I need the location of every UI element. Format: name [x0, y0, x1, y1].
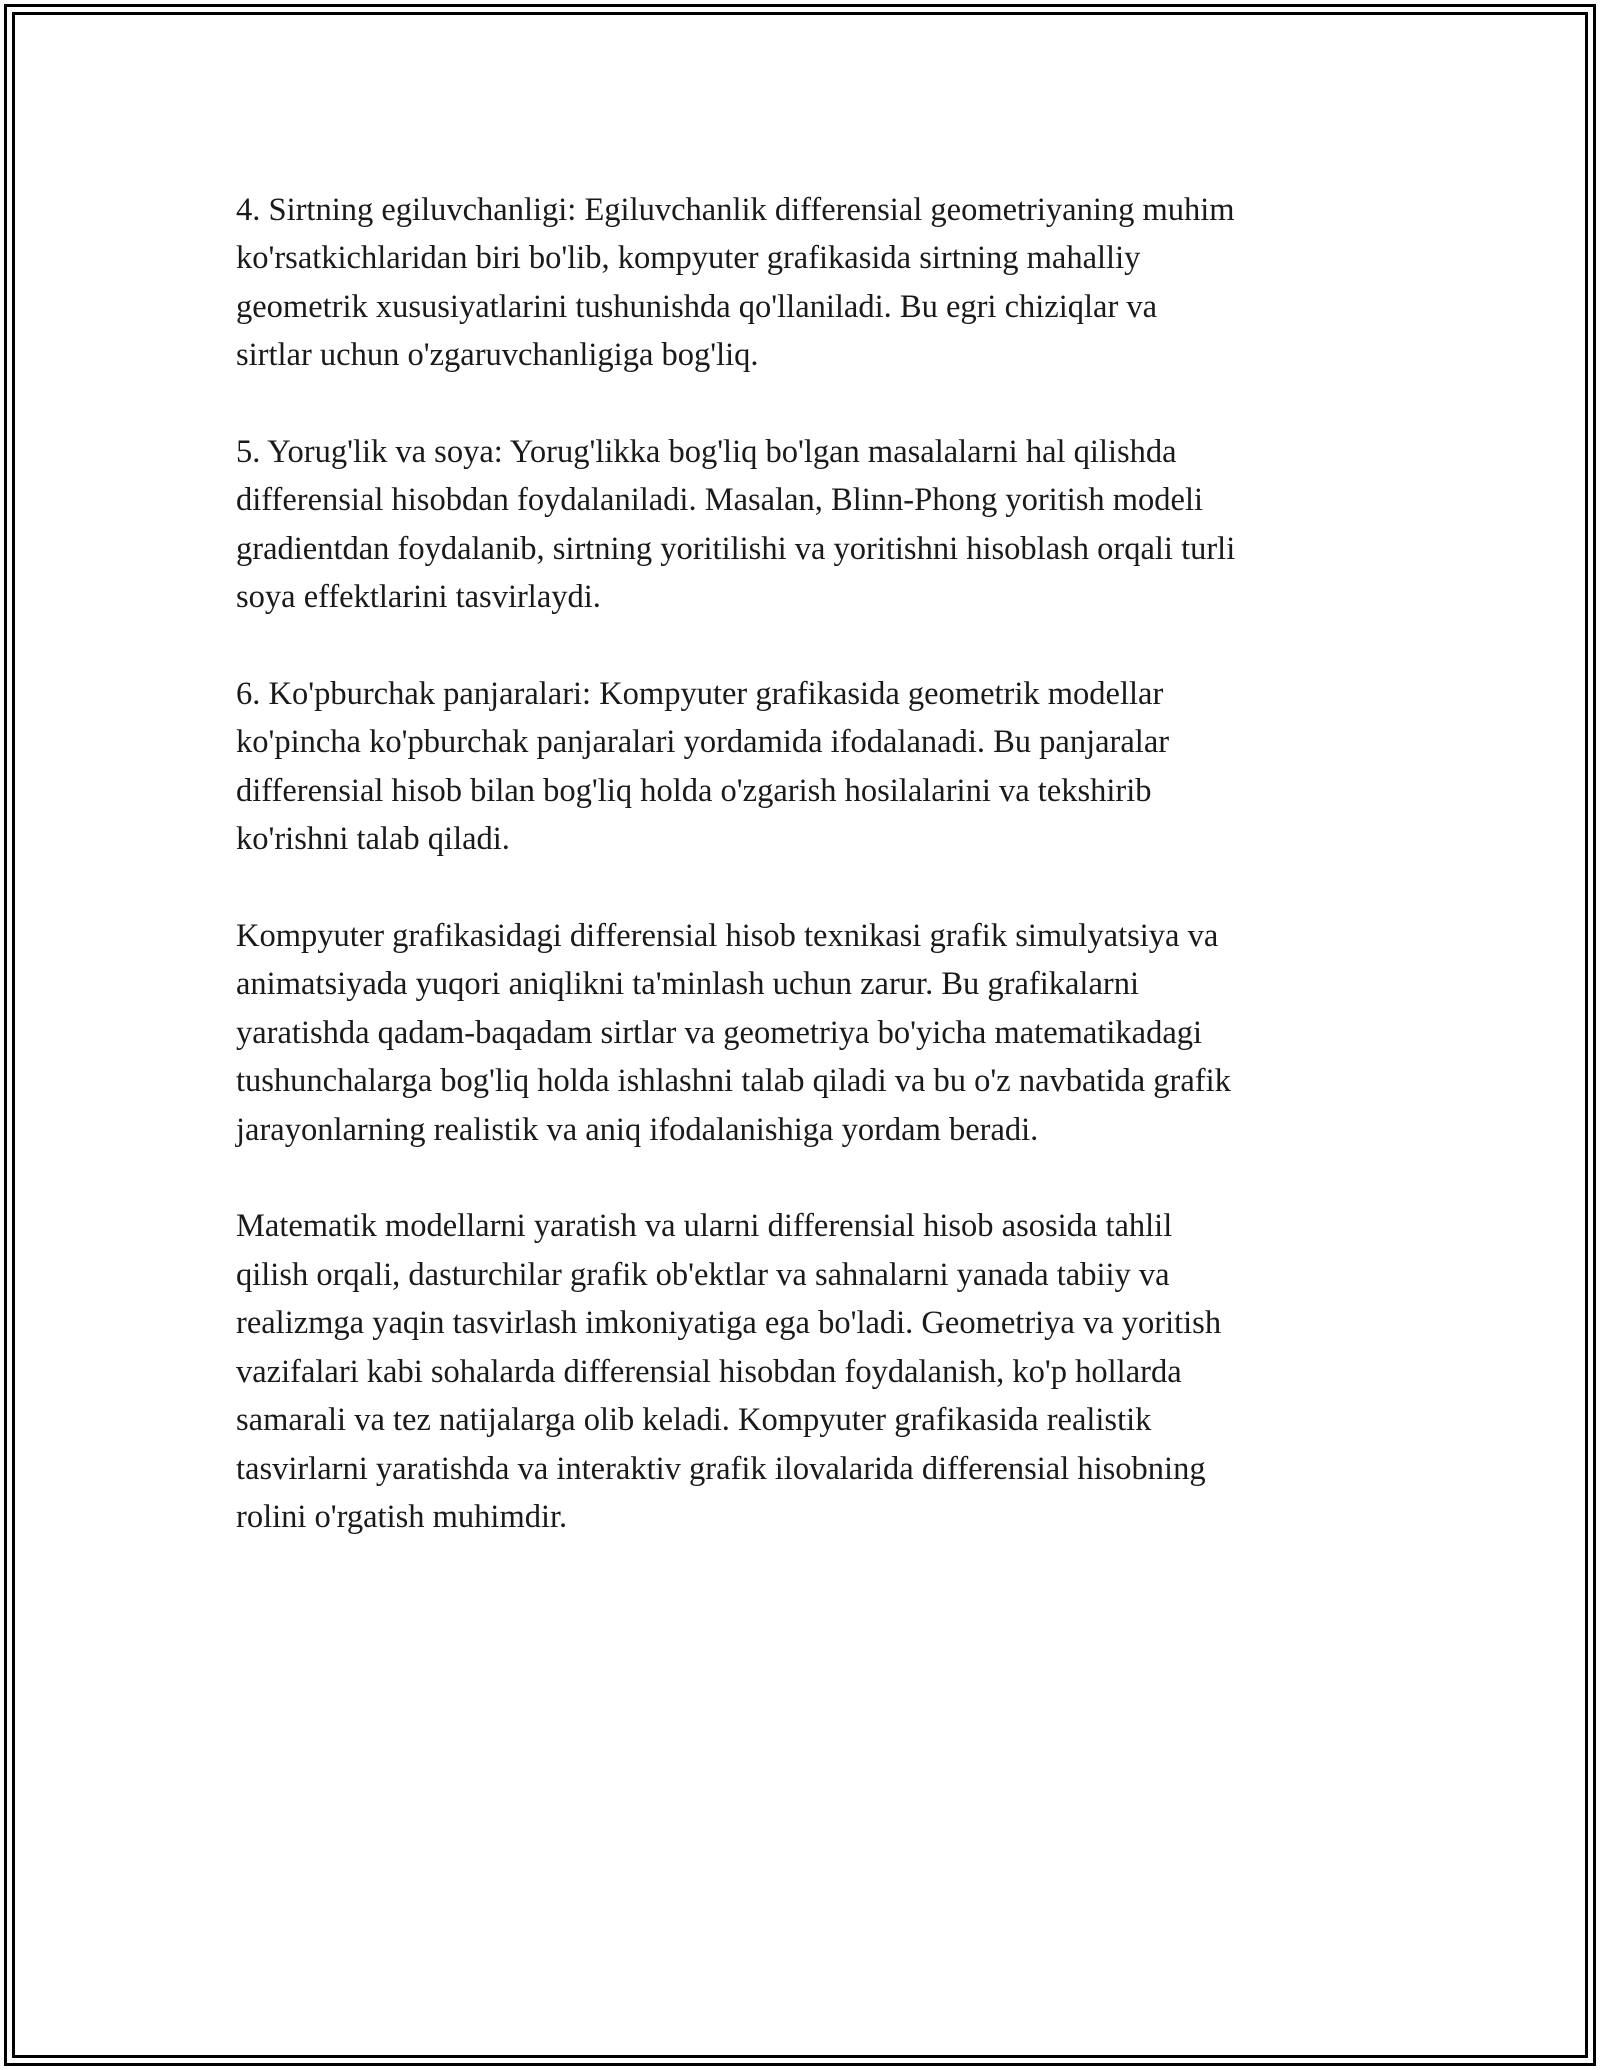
- paragraph-sirtning-egiluvchanligi: 4. Sirtning egiluvchanligi: Egiluvchanlik differensial geometriyaning muhim ko'rsatkichlaridan biri bo'lib, kompyuter grafikasida sirtning mahalliy geometrik xususiyatlarini tushunishda qo'llaniladi. Bu egri chiziqlar va sirtlar uchun o'zgaruvchanligiga bog'liq.: [236, 192, 1235, 374]
- paragraph-differensial-hisob-texnikasi: Kompyuter grafikasidagi differensial hisob texnikasi grafik simulyatsiya va animatsiyada yuqori aniqlikni ta'minlash uchun zarur. Bu grafikalarni yaratishda qadam-baqadam sirtlar va geometriya bo'yicha matematikadagi tushunchalarga bog'liq holda ishlashni talab qiladi va bu o'z navbatida grafik jarayonlarning realistik va aniq ifodalanishiga yordam beradi.: [236, 918, 1231, 1148]
- paragraph-matematik-modellar: Matematik modellarni yaratish va ularni differensial hisob asosida tahlil qilish orqali, dasturchilar grafik ob'ektlar va sahnalarni yanada tabiiy va realizmga yaqin tasvirlash imkoniyatiga ega bo'ladi. Geometriya va yoritish vazifalari kabi sohalarda differensial hisobdan foydalanish, ko'p hollarda samarali va tez natijalarga olib keladi. Kompyuter grafikasida realistik tasvirlarni yaratishda va interaktiv grafik ilovalarida differensial hisobning rolini o'rgatish muhimdir.: [236, 1208, 1222, 1535]
- paragraph-kopburchak-panjaralari: 6. Ko'pburchak panjaralari: Kompyuter grafikasida geometrik modellar ko'pincha ko'pburchak panjaralari yordamida ifodalanadi. Bu panjaralar differensial hisob bilan bog'liq holda o'zgarish hosilalarini va tekshirib ko'rishni talab qiladi.: [236, 676, 1170, 858]
- paragraph-yoruglik-va-soya: 5. Yorug'lik va soya: Yorug'likka bog'liq bo'lgan masalalarni hal qilishda differensial hisobdan foydalaniladi. Masalan, Blinn-Phong yoritish modeli gradientdan foydalanib, sirtning yoritilishi va yoritishni hisoblash orqali turli soya effektlarini tasvirlaydi.: [236, 434, 1236, 616]
- document-body: [236, 186, 1386, 1590]
